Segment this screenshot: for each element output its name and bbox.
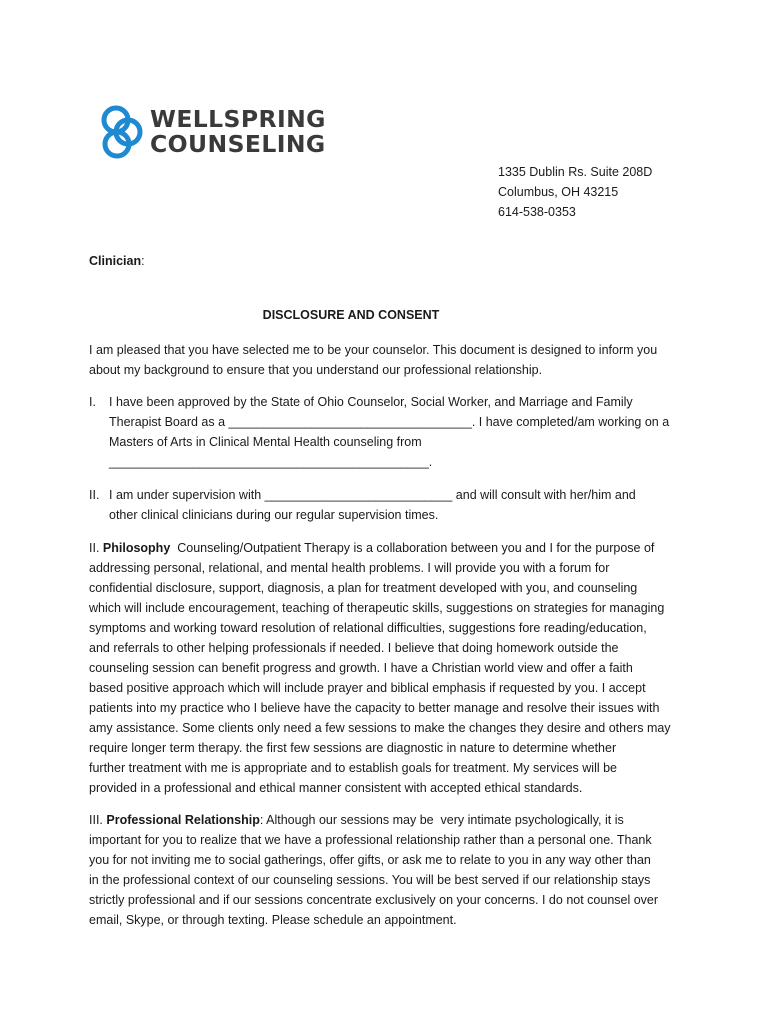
address-city: Columbus, OH 43215: [498, 185, 619, 199]
philosophy-line: symptoms and working toward resolution of relational difficulties, suggestions fore reading/education,: [89, 621, 647, 635]
philosophy-line: provided in a professional and ethical manner consistent with accepted ethical standards.: [89, 781, 583, 795]
relationship-line: important for you to realize that we have a professional relationship rather than a personal one. Thank: [89, 833, 652, 847]
item-line: I am under supervision with ___________________________ and will consult with her/him and: [109, 488, 636, 502]
item-line: other clinical clinicians during our regular supervision times.: [109, 508, 439, 522]
clinician-field: [89, 254, 145, 268]
philosophy-line: based positive approach which will include prayer and biblical emphasis if requested by you. I accept: [89, 681, 646, 695]
philosophy-line: counseling session can benefit progress and growth. I have a Christian world view and offer a faith: [89, 661, 633, 675]
interlocking-rings-icon: [100, 100, 150, 166]
philosophy-line: further treatment with me is appropriate and to establish goals for treatment. My services will be: [89, 761, 618, 775]
address-street: 1335 Dublin Rs. Suite 208D: [498, 165, 653, 179]
philosophy-line: patients into my practice who I believe have the capacity to better manage and resolve their issues with: [89, 701, 660, 715]
philosophy-heading: Philosophy: [102, 541, 171, 555]
philosophy-line: require longer term therapy. the first few sessions are diagnostic in nature to determine whether: [89, 741, 617, 755]
logo-line-1: WELLSPRING: [150, 105, 326, 133]
philosophy-line: confidential disclosure, support, diagnosis, a plan for treatment developed with you, and counseling: [89, 581, 638, 595]
professional-relationship-section: [89, 810, 689, 930]
philosophy-first-line: [89, 538, 689, 558]
relationship-line: strictly professional and if our sessions concentrate exclusively on your concerns. I do not counsel over: [89, 893, 659, 907]
clinician-colon: :: [141, 254, 145, 268]
item-line: Therapist Board as a ___________________________________. I have completed/am working on a: [109, 415, 670, 429]
intro-paragraph: [89, 340, 689, 380]
relationship-line: in the professional context of our counseling sessions. You will be best served if our relationship stays: [89, 873, 651, 887]
intro-line: I am pleased that you have selected me to be your counselor. This document is designed to inform you: [89, 343, 658, 357]
relationship-heading: Professional Relationship: [106, 813, 260, 827]
philosophy-line: amy assistance. Some clients only need a few sessions to make the changes they desire and others may: [89, 721, 671, 735]
list-number: II.: [89, 488, 100, 502]
document-title: [0, 308, 702, 322]
item-line: Masters of Arts in Clinical Mental Health counseling from: [109, 435, 422, 449]
list-item-approval: [89, 392, 689, 472]
address-block: [498, 162, 652, 222]
list-number: I.: [89, 395, 96, 409]
intro-line: about my background to ensure that you understand our professional relationship.: [89, 363, 543, 377]
philosophy-section: [89, 538, 689, 798]
philosophy-text: Counseling/Outpatient Therapy is a collaboration between you and I for the purpose of: [170, 541, 655, 555]
item-line: ______________________________________________.: [109, 455, 433, 469]
wellspring-logo: [100, 100, 340, 166]
document-title-text: DISCLOSURE AND CONSENT: [262, 308, 440, 322]
philosophy-line: addressing personal, relational, and mental health problems. I will provide you with a forum for: [89, 561, 610, 575]
section-prefix: II.: [89, 541, 103, 555]
relationship-text: : Although our sessions may be very intimate psychologically, it is: [259, 813, 624, 827]
philosophy-line: which will include encouragement, teaching of therapeutic skills, suggestions on strategies for managing: [89, 601, 665, 615]
item-line: I have been approved by the State of Ohio Counselor, Social Worker, and Marriage and Family: [109, 395, 633, 409]
relationship-first-line: [89, 810, 689, 830]
logo-wordmark: [150, 107, 326, 157]
relationship-line: you for not inviting me to social gatherings, offer gifts, or ask me to relate to you in any way other than: [89, 853, 651, 867]
address-phone: 614-538-0353: [498, 205, 576, 219]
philosophy-line: and referrals to other helping professionals if needed. I believe that doing homework outside the: [89, 641, 619, 655]
relationship-line: email, Skype, or through texting. Please schedule an appointment.: [89, 913, 457, 927]
section-prefix: III.: [89, 813, 107, 827]
logo-line-2: COUNSELING: [150, 130, 326, 158]
clinician-label: Clinician: [89, 254, 142, 268]
list-item-supervision: [89, 485, 689, 525]
